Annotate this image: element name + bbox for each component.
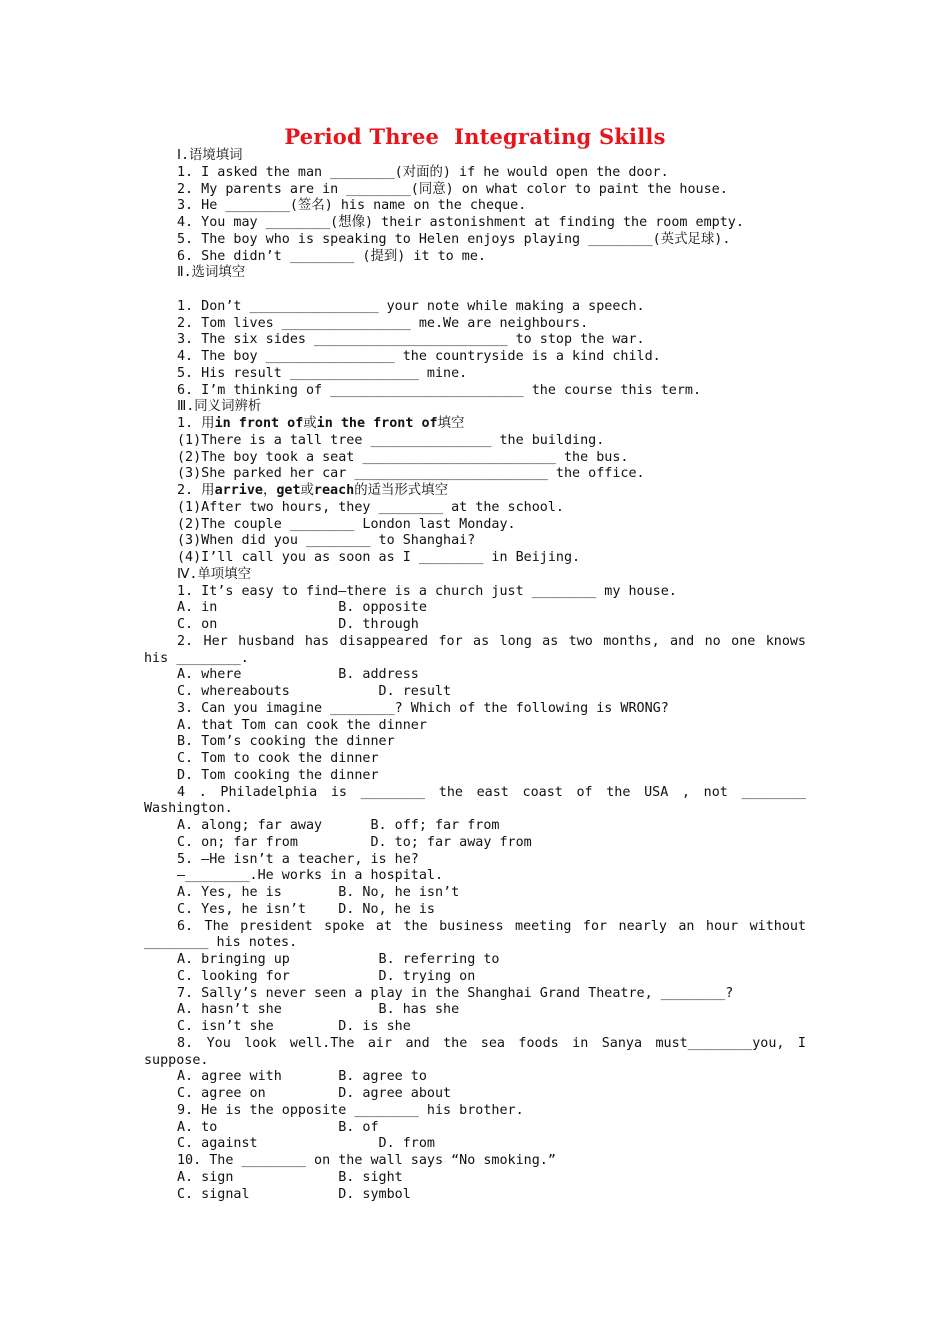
exercise-line: 1. Don’t ________________ your note while making a speech. [177, 298, 645, 314]
exercise-line: C. on; far from D. to; far away from [177, 834, 532, 850]
exercise-line: 2. My parents are in ________(同意) on what color to paint the house. [177, 181, 728, 197]
exercise-line: C. looking for D. trying on [177, 968, 476, 984]
page-title: Period Three Integrating Skills [284, 124, 666, 149]
exercise-line: 2. Tom lives ________________ me.We are neighbours. [177, 315, 589, 331]
exercise-line: 1. I asked the man ________(对面的) if he would open the door. [177, 164, 669, 180]
exercise-line: C. whereabouts D. result [177, 684, 452, 699]
section-heading: Ⅲ.同义词辨析 [177, 399, 262, 415]
exercise-line: A. that Tom can cook the dinner [177, 717, 427, 733]
exercise-line: 3. Can you imagine ________? Which of the following is WRONG? [177, 700, 669, 716]
question-line-continuation: Washington. [144, 801, 233, 817]
exercise-line: (3)When did you ________ to Shanghai? [177, 533, 476, 549]
exercise-line: C. isn’t she D. is she [177, 1019, 411, 1034]
question-line: 6. The president spoke at the business meeting for nearly an hour without [177, 918, 806, 934]
exercise-line: (4)I’ll call you as soon as I ________ in Beijing. [177, 550, 581, 565]
exercise-line: 10. The ________ on the wall says “No smoking.” [177, 1153, 556, 1168]
exercise-line: A. where B. address [177, 667, 419, 683]
question-line-continuation: ________ his notes. [144, 935, 298, 951]
exercise-line: 5. The boy who is speaking to Helen enjoys playing ________(英式足球). [177, 231, 731, 247]
exercise-line: C. signal D. symbol [177, 1186, 411, 1202]
exercise-line: C. Yes, he isn’t D. No, he is [177, 901, 435, 917]
exercise-line: A. in B. opposite [177, 600, 427, 616]
exercise-body [144, 148, 806, 1203]
exercise-line: D. Tom cooking the dinner [177, 767, 379, 783]
blank-line [144, 282, 806, 299]
section-heading: Ⅱ.选词填空 [177, 265, 246, 281]
section-heading: Ⅰ.语境填词 [177, 148, 243, 163]
exercise-line: 5. —He isn’t a teacher, is he? [177, 851, 419, 867]
exercise-line: A. bringing up B. referring to [177, 952, 500, 967]
exercise-line: C. agree on D. agree about [177, 1086, 452, 1101]
exercise-line: C. on D. through [177, 617, 419, 632]
exercise-line: 9. He is the opposite ________ his brother. [177, 1102, 524, 1118]
exercise-line: A. hasn’t she B. has she [177, 1002, 460, 1018]
exercise-line: 5. His result ________________ mine. [177, 365, 468, 381]
exercise-line: 1. It’s easy to find—there is a church just ________ my house. [177, 583, 677, 599]
exercise-line: —________.He works in a hospital. [177, 868, 444, 884]
exercise-line: 3. He ________(签名) his name on the cheque. [177, 198, 527, 214]
exercise-line: 4. The boy ________________ the countryside is a kind child. [177, 349, 661, 364]
exercise-line: 3. The six sides ________________________ to stop the war. [177, 332, 645, 348]
exercise-line: C. Tom to cook the dinner [177, 751, 379, 766]
exercise-line: A. agree with B. agree to [177, 1069, 427, 1085]
exercise-line: 4. You may ________(想像) their astonishment at finding the room empty. [177, 215, 744, 230]
exercise-line: C. against D. from [177, 1136, 435, 1152]
exercise-line: (1)There is a tall tree _______________ the building. [177, 432, 605, 448]
exercise-line: A. sign B. sight [177, 1169, 403, 1185]
exercise-line: A. along; far away B. off; far from [177, 818, 500, 833]
question-line: 8. You look well.The air and the sea foods in Sanya must________you, I [177, 1035, 806, 1051]
exercise-line: 6. I’m thinking of ________________________ the course this term. [177, 382, 702, 398]
exercise-line: (2)The boy took a seat ________________________ the bus. [177, 449, 629, 465]
exercise-line: (3)She parked her car ________________________ the office. [177, 466, 645, 482]
section-heading: Ⅳ.单项填空 [177, 566, 251, 582]
exercise-line: (1)After two hours, they ________ at the school. [177, 499, 564, 515]
exercise-line: 6. She didn’t ________ (提到) it to me. [177, 248, 486, 264]
question-line: 2. Her husband has disappeared for as long as two months, and no one knows [177, 633, 806, 649]
exercise-line: A. to B. of [177, 1119, 379, 1135]
exercise-line: 7. Sally’s never seen a play in the Shanghai Grand Theatre, ________? [177, 985, 734, 1001]
question-line-continuation: his ________. [144, 650, 249, 666]
exercise-line: B. Tom’s cooking the dinner [177, 734, 395, 750]
question-line: 4 . Philadelphia is ________ the east coast of the USA , not ________ [177, 784, 806, 800]
exercise-line: 1. 用in front of或in the front of填空 [177, 416, 465, 431]
question-line-continuation: suppose. [144, 1052, 209, 1068]
exercise-line: A. Yes, he is B. No, he isn’t [177, 885, 460, 900]
exercise-line: (2)The couple ________ London last Monday. [177, 516, 516, 532]
exercise-line: 2. 用arrive，get或reach的适当形式填空 [177, 483, 448, 498]
